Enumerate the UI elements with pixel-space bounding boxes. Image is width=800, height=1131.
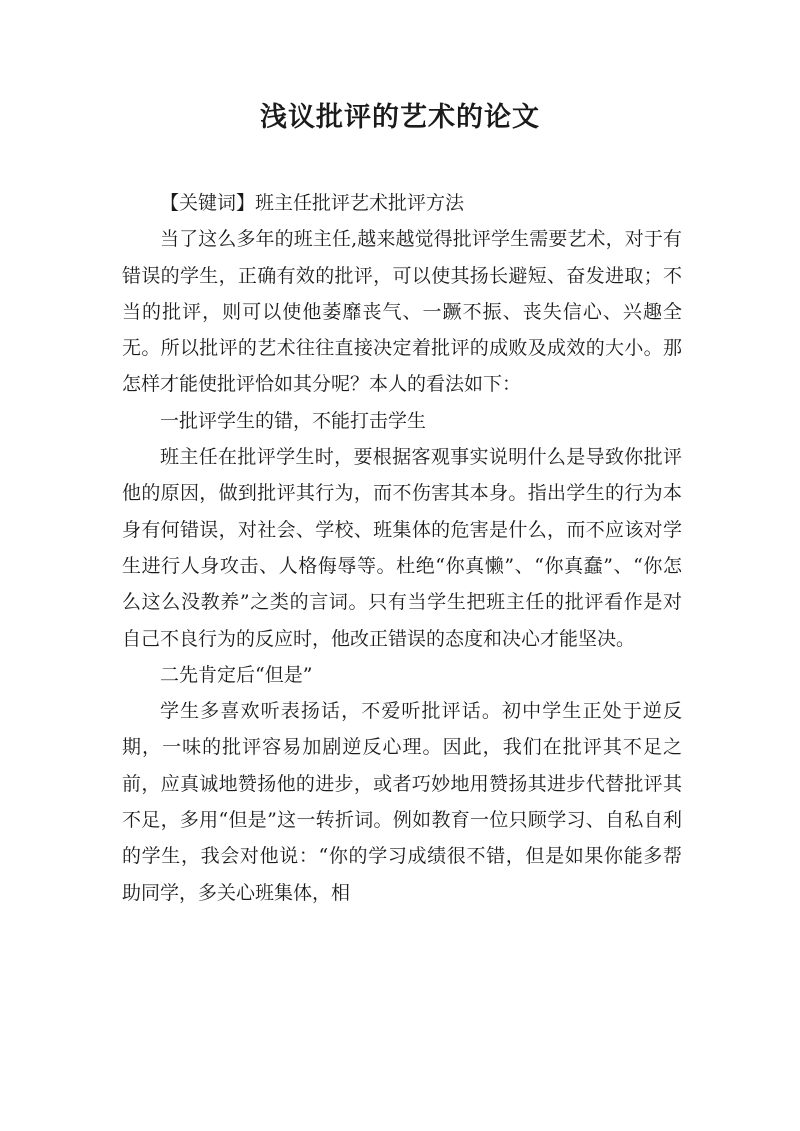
intro-paragraph: 当了这么多年的班主任,越来越觉得批评学生需要艺术，对于有错误的学生，正确有效的批评，可以使其扬长避短、奋发进取；不当的批评，则可以使他萎靡丧气、一蹶不振、丧失信心、兴趣全无。所以批评的艺术往往直接决定着批评的成败及成效的大小。那怎样才能使批评恰如其分呢？本人的看法如下：: [122, 228, 682, 396]
document-title: 浅议批评的艺术的论文: [260, 102, 540, 133]
document-body: [122, 185, 682, 911]
section-heading-1: 一批评学生的错，不能打击学生: [160, 409, 427, 432]
section-heading-2: 二先肯定后“但是”: [160, 663, 313, 686]
keywords-paragraph: 【关键词】班主任批评艺术批评方法: [160, 192, 465, 214]
section-2-paragraph: 学生多喜欢听表扬话，不爱听批评话。初中学生正处于逆反期，一味的批评容易加剧逆反心理。因此，我们在批评其不足之前，应真诚地赞扬他的进步，或者巧妙地用赞扬其进步代替批评其不足，多用“但是”这一转折词。例如教育一位只顾学习、自私自利的学生，我会对他说：“你的学习成绩很不错，但是如果你能多帮助同学，多关心班集体，相: [122, 700, 682, 904]
section-1-paragraph: 班主任在批评学生时，要根据客观事实说明什么是导致你批评他的原因，做到批评其行为，而不伤害其本身。指出学生的行为本身有何错误，对社会、学校、班集体的危害是什么，而不应该对学生进行人身攻击、人格侮辱等。杜绝“你真懒”、“你真蠢”、“你怎么这么没教养”之类的言词。只有当学生把班主任的批评看作是对自己不良行为的反应时，他改正错误的态度和决心才能坚决。: [122, 446, 682, 650]
